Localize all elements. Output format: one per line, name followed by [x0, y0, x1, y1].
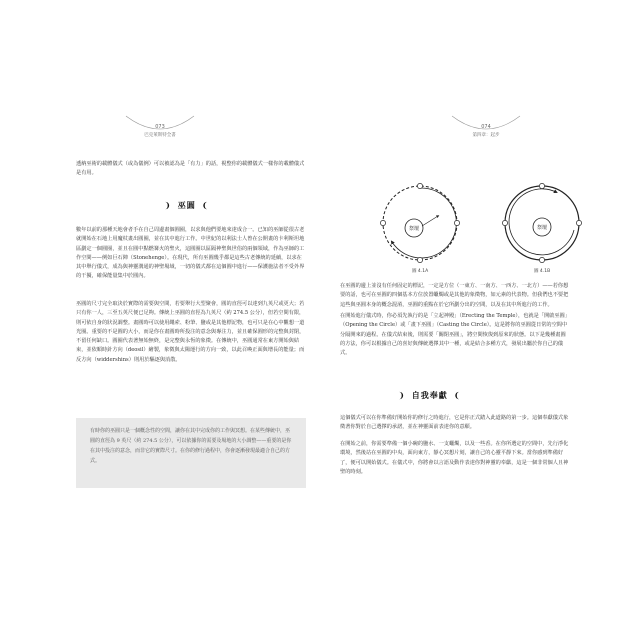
- note-box: [76, 418, 306, 488]
- candle-north-icon: [539, 183, 544, 188]
- circle-diagram-a: [372, 180, 468, 266]
- body-paragraph-2: 巫圓的尺寸完全取決於實際的需要與空間，若要舉行大型聚會，圓的直徑可以達到九英尺或更大；若只有你一人，三至五英尺便已足夠。傳統上巫圓的直徑為九英尺（約 274.5 公分），但若空間有限，則可依自身的狀況調整。畫圓時可以使用繩索、粉筆、鹽或是其他標記物，也可只是在心中觀想一道光圈。重要的不是圓的大小，而是你在畫圓時所投注的意念與專注力，並且確保圓形的完整與封閉，不留任何缺口。圓圈代表著無始無終，是完整與永恆的象徵。在傳統中，巫圓通常在東方開始與結束，並依順時針方向（deosil）繪製，象徵與太陽運行的方向一致，以此召喚正面與增長的能量；而反方向（widdershins）則用於驅逐與消散。: [76, 301, 305, 363]
- ornament-left: ❩: [398, 391, 406, 400]
- figure-caption-a: 圖 4.1A: [412, 269, 429, 274]
- body-paragraph-1: 數年以前的那種天地會者手在自己周邊畫個圓圈，以求與他們要地來達成合一。已知的巫師從很古老就開始在石地上用魔杖畫出圓圈，並在其中進行工作。中世紀的以利法士人曾在公開畫的卡利斯坦地區劃定一個圓圈，並且在圓中點燃篝火的聖火，這圓圈以區隔神聖與世俗的兩個領域，作為巫師的工作空間——例如巨石陣（Stonehenge）。在現代，所有巫圓幾乎都是這些古老傳統的延續，以求在其中舉行儀式，成為與神靈溝通的神聖場域，一切的儀式都在這個圓中進行——保護施法者不受外界的干擾，確保能量集中於圓內。: [76, 227, 305, 280]
- body-paragraph-3: 這個儀式可以在你準備好開始你的修行之時進行，它是你正式踏入此道路的第一步。這個奉獻儀式象徵著你對於自己選擇的承諾，並在神靈面前表達你的意願。: [340, 415, 569, 431]
- altar-label: 祭壇: [408, 226, 420, 232]
- section-title-circle: [158, 200, 215, 211]
- outer-circle: [505, 186, 579, 260]
- candle-north-icon: [417, 183, 422, 188]
- candle-east-icon: [454, 220, 459, 225]
- running-head: 第四章：起步: [472, 133, 500, 138]
- inner-arrow: [422, 216, 438, 226]
- outer-circle: [383, 186, 457, 260]
- direction-arrow: [392, 188, 456, 258]
- circle-diagram-a-svg: [372, 180, 468, 266]
- page-number: 073: [155, 124, 165, 130]
- candle-south-icon: [417, 257, 422, 262]
- figure-caption-b: 圖 4.1B: [534, 269, 551, 274]
- body-paragraph-4: 在開始之前，你需要準備一個小碗的鹽水、一支蠟燭，以及一些香。在你所選定的空間中，先行淨化環境，然後站在巫圓的中央，面向東方，靜心冥想片刻，讓自己的心靈平靜下來。當你感到準備好了，便可以開始儀式。在儀式中，你將會以言語及動作表達你對神靈的奉獻，這是一個非常個人且神聖的時刻。: [340, 441, 569, 475]
- section-title-text: 自我奉獻: [411, 390, 448, 400]
- note-box-text: 有時你的巫圓只是一個概念性的空間，讓你在其中完成你的工作與冥想。在某些傳統中，巫圓的直徑為 9 英尺（約 274.5 公分），可以依據你的需要及場地的大小調整——重要的是你在其中投注的意念，而非它的實際尺寸。在你的修行過程中，你會逐漸發現最適合自己的方式。: [90, 428, 292, 464]
- ornament-right: ❨: [201, 201, 210, 210]
- candle-east-icon: [576, 220, 581, 225]
- running-head: 巴克萊斯特全書: [144, 133, 176, 138]
- right-page: [320, 0, 640, 640]
- body-paragraph-1: 在巫圓的邊上並沒有任何固定的標記，一定是方位（一東方、一南方、一西方、一北方）——若你想要的話，也可在巫圓的四個基本方位放置蠟燭或是其他的象徵物，如元素的代表物。但我們也不要把這些與巫圓本身的概念混淆，巫圓的重點在於它所劃分出的空間，以及在其中所進行的工作。: [340, 283, 569, 308]
- section-title-text: 巫圓: [177, 200, 196, 210]
- ornament-right: ❨: [453, 391, 462, 400]
- page-header-left: [120, 112, 200, 146]
- circle-diagram-b-svg: [494, 180, 590, 266]
- page-number: 074: [481, 124, 491, 130]
- altar-label: 祭壇: [536, 225, 548, 231]
- page-header-right: [446, 112, 526, 146]
- section-title-dedication: [392, 390, 467, 401]
- candle-west-icon: [502, 220, 507, 225]
- ornament-left: ❩: [164, 201, 172, 210]
- body-paragraph-2: 在開始進行儀式時，你必須先執行的是「立起神殿」（Erecting the Temple），也就是「開啟巫圓」（Opening the Circle）或「畫下巫圓」（Casting the Circle）。這是將你的巫圓從日常的空間中分隔開來的過程。在儀式結束後，則需要「關閉巫圓」，將空間恢復到原來的狀態。以下是幾種畫圓的方法，你可以根據自己的喜好與傳統選擇其中一種，或是結合多種方式，發展出屬於你自己的儀式。: [340, 313, 570, 357]
- direction-arrow: [509, 189, 574, 255]
- candle-west-icon: [380, 220, 385, 225]
- circle-diagram-b: [494, 180, 590, 266]
- intro-text: 透納巫術的載體儀式（或為儀例）可以被認為是「有力」的話，視整你的載體儀式一樣你的載體儀式是有用。: [76, 161, 305, 177]
- candle-south-icon: [539, 257, 544, 262]
